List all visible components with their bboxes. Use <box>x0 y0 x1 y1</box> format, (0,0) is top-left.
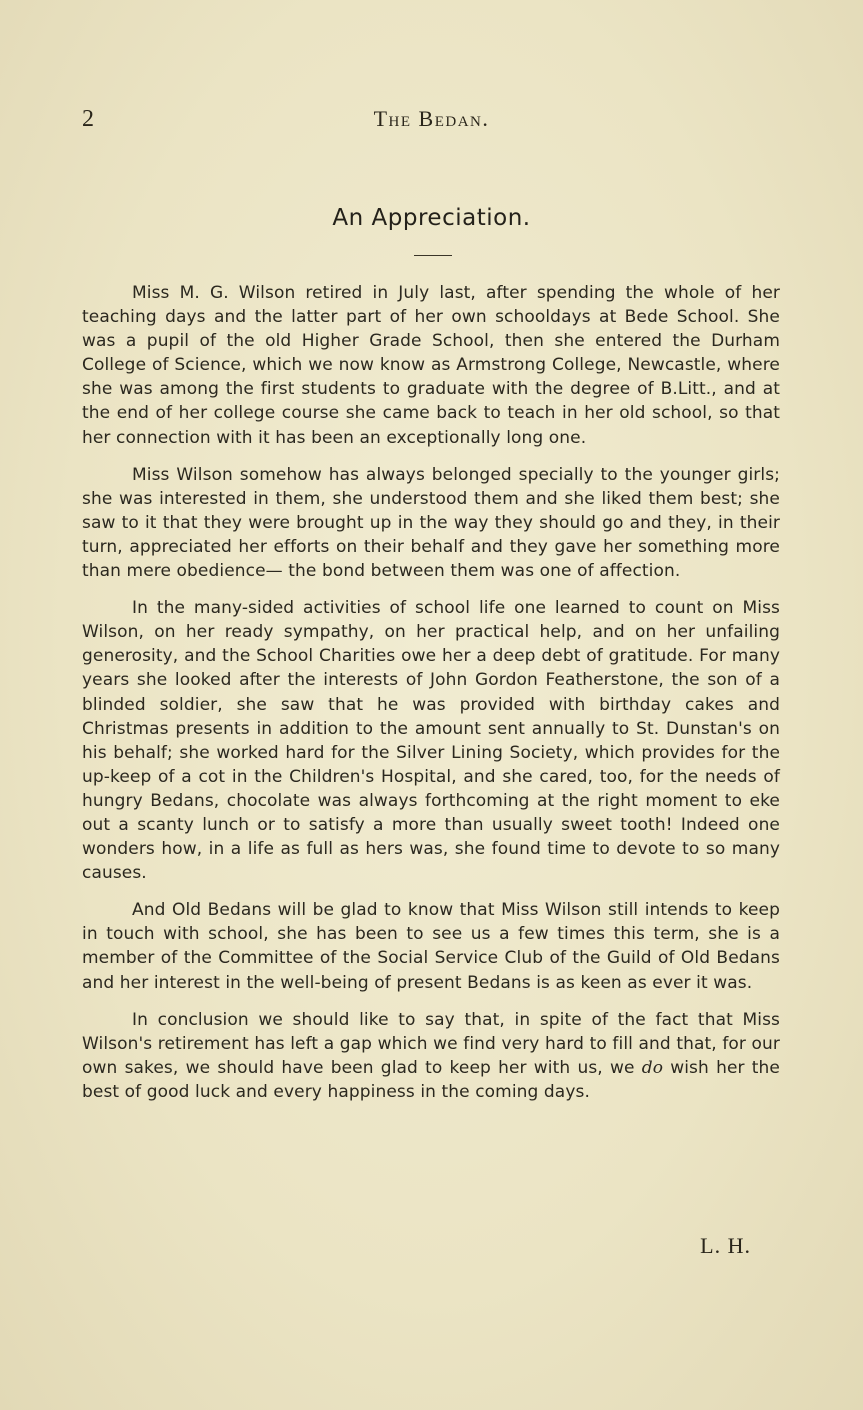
author-initials: L. H. <box>700 1233 751 1258</box>
page-number: 2 <box>82 106 94 132</box>
paragraph: In the many-sided activities of school life one learned to count on Miss Wilson, on her ready sympathy, on her practical help, and on her unfailing generosity, and the School Charities owe her a deep debt of gratitude. For many years she looked after the interests of John Gordon Featherstone, the son of a blinded soldier, she saw that he was provided with birthday cakes and Christmas presents in addition to the amount sent annually to St. Dunstan's on his behalf; she worked hard for the Silver Lining Society, which provides for the up-keep of a cot in the Children's Hospital, and she cared, too, for the needs of hungry Bedans, chocolate was always forthcoming at the right moment to eke out a scanty lunch or to satisfy a more than usually sweet tooth! Indeed one wonders how, in a life as full as hers was, she found time to devote to so many causes. <box>82 598 780 884</box>
article-title: An Appreciation. <box>332 205 531 231</box>
paragraph: Miss Wilson somehow has always belonged specially to the younger girls; she was interested in them, she understood them and she liked them best; she saw to it that they were brought up in the way they should go and they, in their turn, appreciated her efforts on their behalf and they gave her something more than mere obedience— the bond between them was one of affection. <box>82 464 780 582</box>
closing-emphasis: do <box>641 1057 664 1078</box>
title-rule <box>414 255 452 256</box>
closing-paragraph <box>82 1008 780 1104</box>
closing-text-start: In conclusion we should like to say that, in spite of the fact that Miss Wilson's retirement has left a gap which we find very hard to fill and that, for our own sakes, we should have been glad to keep her with us, we <box>82 1009 780 1078</box>
paragraph: Miss M. G. Wilson retired in July last, after spending the whole of her teaching days and the latter part of her own schooldays at Bede School. She was a pupil of the old Higher Grade School, then she entered the Durham College of Science, which we now know as Armstrong College, Newcastle, where she was among the first students to graduate with the degree of B.Litt., and at the end of her college course she came back to teach in her old school, so that her connection with it has been an exceptionally long one. <box>82 283 780 448</box>
article-body <box>82 281 780 1117</box>
running-head: The Bedan. <box>373 106 490 131</box>
paragraph: And Old Bedans will be glad to know that Miss Wilson still intends to keep in touch with school, she has been to see us a few times this term, she is a member of the Committee of the Social Service Club of the Guild of Old Bedans and her interest in the well-being of present Bedans is as keen as ever it was. <box>82 900 780 993</box>
closing-text-end: wish her the best of good luck and every happiness in the coming days. <box>82 1057 780 1102</box>
